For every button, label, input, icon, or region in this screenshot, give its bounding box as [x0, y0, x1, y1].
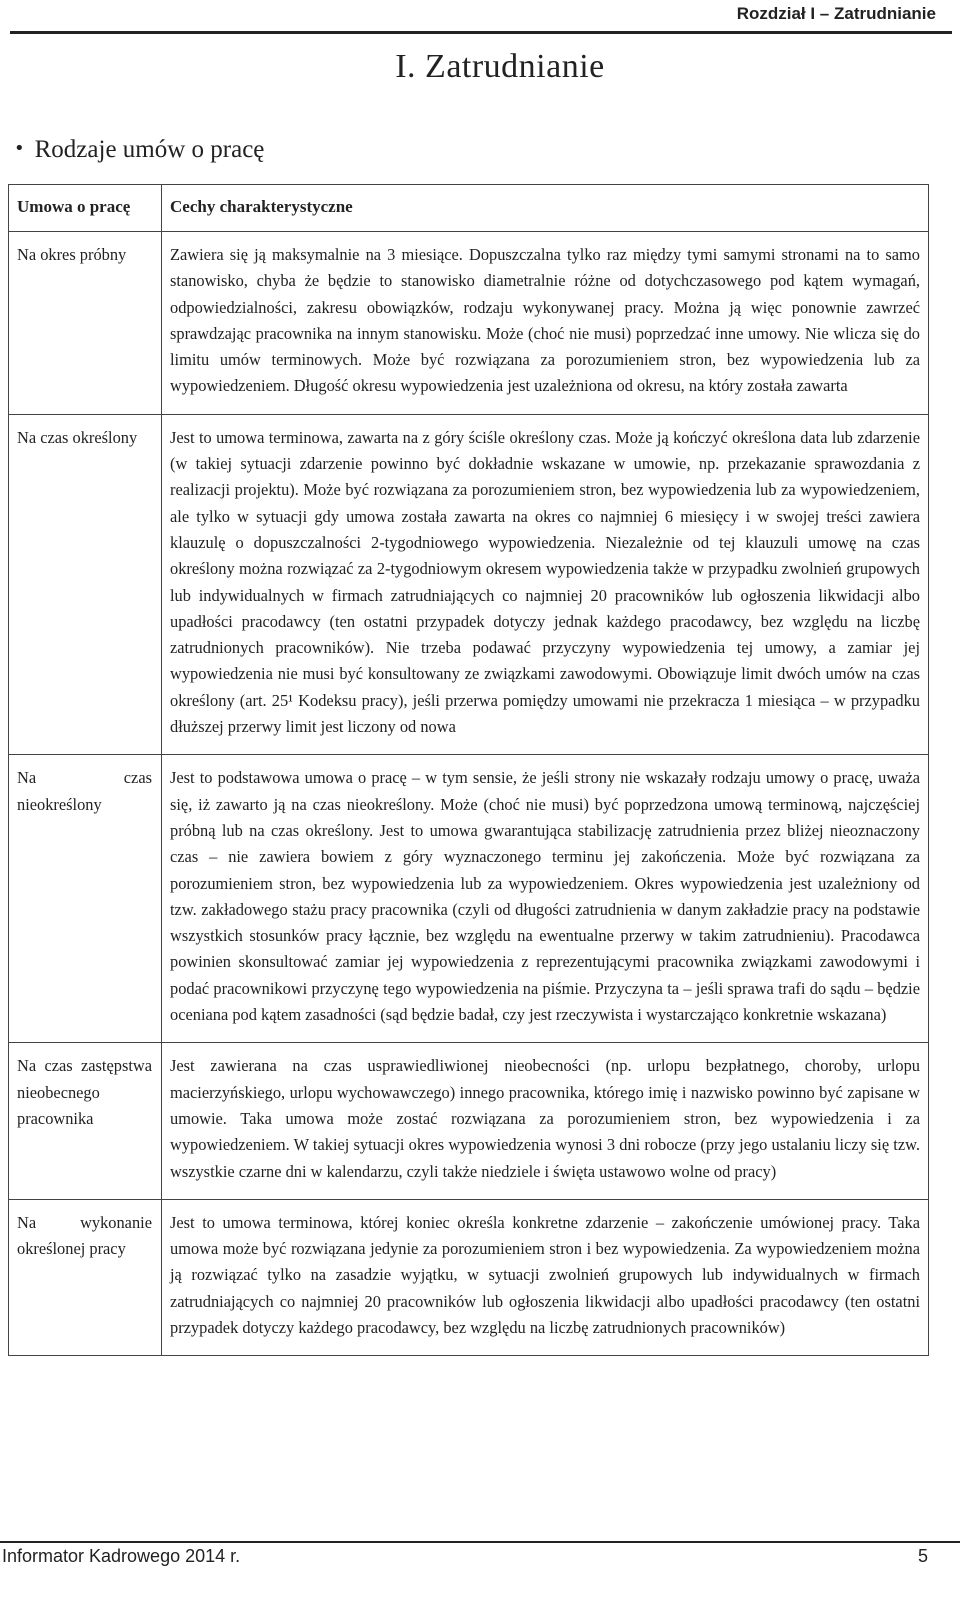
chapter-title: I. Zatrudnianie	[395, 48, 605, 85]
contract-types-table	[8, 184, 929, 1356]
contract-description-cell: Jest zawierana na czas usprawiedliwionej nieobecności (np. urlopu bezpłatnego, choroby, urlopu macierzyńskiego, urlopu wychowawczego) innego pracownika, którego imię i nazwisko powinno być zapisane w umowie. Taka umowa może zostać rozwiązana za porozumieniem stron, bez wypowiedzenia i za wypowiedzeniem. W takiej sytuacji okres wypowiedzenia wynosi 3 dni robocze (przy jego ustalaniu liczy się tzw. wszystkie czarne dni w kalendarzu, czyli także niedziele i święta ustawowo wolne od pracy)	[162, 1043, 929, 1199]
column-header-features: Cechy charakterystyczne	[162, 185, 929, 232]
table-header-row	[9, 185, 929, 232]
header-rule	[10, 31, 952, 34]
section-heading-text: Rodzaje umów o pracę	[34, 136, 265, 163]
contract-type-cell: Na czas określony	[9, 414, 162, 755]
table-row	[9, 414, 929, 755]
contract-type-cell: Na czas nieokreślony	[9, 755, 162, 1043]
contract-description-cell: Jest to umowa terminowa, której koniec określa konkretne zdarzenie – zakończenie umówionej pracy. Taka umowa może być rozwiązana jedynie za porozumieniem stron i bez wypowiedzenia. Za wypowiedzeniem można ją rozwiązać tylko na zasadzie wyjątku, w sytuacji zwolnień grupowych lub indywidualnych w firmach zatrudniających co najmniej 20 pracowników lub ogłoszenia likwidacji albo upadłości pracodawcy (ten ostatni przypadek dotyczy każdego pracodawcy, bez względu na liczbę zatrudnionych pracowników)	[162, 1199, 929, 1355]
page-number: 5	[917, 1546, 928, 1566]
section-heading	[14, 136, 264, 164]
publication-name: Informator Kadrowego 2014 r.	[2, 1546, 241, 1566]
contract-description-cell: Jest to podstawowa umowa o pracę – w tym sensie, że jeśli strony nie wskazały rodzaju umowy o pracę, uważa się, iż zawarto ją na czas nieokreślony. Może (choć nie musi) być poprzedzona umową terminową, najczęściej próbną lub na czas określony. Jest to umowa gwarantująca stabilizację zatrudnienia przez bliżej nieoznaczony czas – nie zawiera bowiem z góry wyznaczonego terminu jej zakończenia. Może być rozwiązana za porozumieniem stron, bez wypowiedzenia lub za wypowiedzeniem. Okres wypowiedzenia jest uzależniony od tzw. zakładowego stażu pracy pracownika (czyli od długości zatrudnienia w danym zakładzie pracy na podstawie wszystkich stosunków pracy łącznie, bez względu na ewentualne przerwy w takim zatrudnieniu). Pracodawca powinien skonsultować zamiar jej wypowiedzenia z reprezentującymi pracownika związkami zawodowymi i podać pracownikowi przyczynę tego wypowiedzenia na piśmie. Przyczyna ta – jeśli sprawa trafi do sądu – będzie oceniana pod kątem zasadności (sąd będzie badał, czy jest rzeczywista i wystarczająco konkretnie wskazana)	[162, 755, 929, 1043]
running-header: Rozdział I – Zatrudnianie	[736, 4, 936, 23]
contract-type-cell: Na wykonanie określonej pracy	[9, 1199, 162, 1355]
table-row	[9, 1199, 929, 1355]
bullet-icon: •	[14, 138, 25, 159]
footer-rule	[0, 1541, 960, 1543]
table-row	[9, 232, 929, 415]
contract-description-cell: Jest to umowa terminowa, zawarta na z góry ściśle określony czas. Może ją kończyć określona data lub zdarzenie (w takiej sytuacji zdarzenie powinno być dokładnie wskazane w umowie, np. przekazanie sprawozdania z realizacji projektu). Może być rozwiązana za porozumieniem stron, bez wypowiedzenia lub za wypowiedzeniem, ale tylko w sytuacji gdy umowa została zawarta na okres co najmniej 6 miesięcy i w swojej treści zawiera klauzulę o dopuszczalności 2-tygodniowego wypowiedzenia. Niezależnie od tej klauzuli umowę na czas określony można rozwiązać za 2-tygodniowym okresem wypowiedzenia także w przypadku zwolnień grupowych lub indywidualnych w firmach zatrudniających co najmniej 20 pracowników lub ogłoszenia likwidacji albo upadłości pracodawcy (ten ostatni przypadek dotyczy jednak każdego pracodawcy, bez względu na liczbę zatrudnionych pracowników). Nie trzeba podawać przyczyny wypowiedzenia tej umowy, a zamiar jej wypowiedzenia nie musi być konsultowany ze związkami zawodowymi. Obowiązuje limit dwóch umów na czas określony (art. 25¹ Kodeksu pracy), jeśli przerwa pomiędzy umowami nie przekracza 1 miesiąca – w przypadku dłuższej przerwy limit jest liczony od nowa	[162, 414, 929, 755]
contract-type-cell: Na czas zastępstwa nieobecnego pracownika	[9, 1043, 162, 1199]
contract-description-cell: Zawiera się ją maksymalnie na 3 miesiące. Dopuszczalna tylko raz między tymi samymi stronami na to samo stanowisko, chyba że będzie to stanowisko diametralnie różne od dotychczasowego pod kątem wymagań, odpowiedzialności, zakresu obowiązków, rodzaju wykonywanej pracy. Można ją więc ponownie zawrzeć sprawdzając pracownika na innym stanowisku. Może (choć nie musi) poprzedzać inne umowy. Nie wlicza się do limitu umów terminowych. Może być rozwiązana za porozumieniem stron, bez wypowiedzenia lub za wypowiedzeniem. Długość okresu wypowiedzenia jest uzależniona od okresu, na który została zawarta	[162, 232, 929, 415]
column-header-contract: Umowa o pracę	[9, 185, 162, 232]
table-row	[9, 755, 929, 1043]
contract-type-cell: Na okres próbny	[9, 232, 162, 415]
table-row	[9, 1043, 929, 1199]
